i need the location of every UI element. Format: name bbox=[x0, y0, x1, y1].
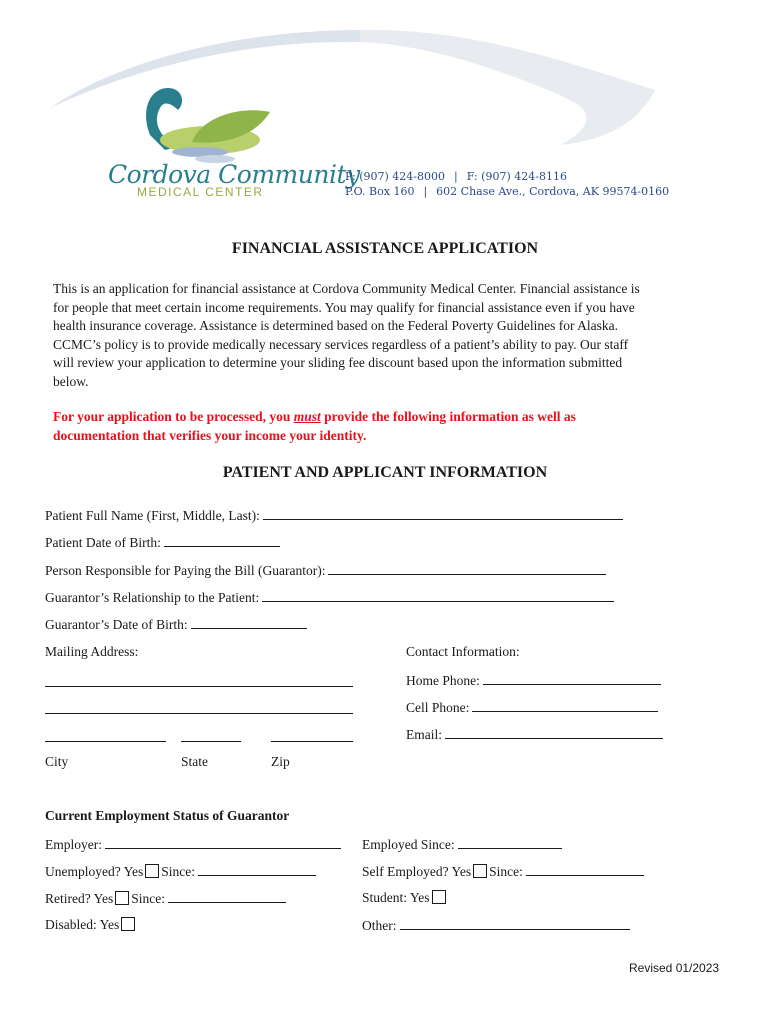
employer-input[interactable] bbox=[105, 836, 341, 849]
home-phone-field bbox=[406, 672, 661, 689]
field-label: Since: bbox=[489, 864, 523, 879]
field-label: Patient Date of Birth: bbox=[45, 535, 161, 550]
state-label: State bbox=[181, 754, 208, 769]
field-label: Email: bbox=[406, 727, 442, 742]
retired-since-input[interactable] bbox=[168, 890, 286, 903]
contact-phone-line bbox=[345, 170, 567, 183]
field-label: Disabled: Yes bbox=[45, 917, 120, 932]
field-label: Cell Phone: bbox=[406, 700, 470, 715]
field-label: Employed Since: bbox=[362, 837, 455, 852]
field-label: Self Employed? Yes bbox=[362, 864, 472, 879]
disabled-field bbox=[45, 917, 137, 933]
warning-notice bbox=[53, 408, 733, 445]
page-title: FINANCIAL ASSISTANCE APPLICATION bbox=[231, 240, 539, 257]
relationship-input[interactable] bbox=[262, 589, 614, 602]
disabled-checkbox[interactable] bbox=[121, 917, 135, 931]
field-label: Since: bbox=[161, 864, 195, 879]
revision-date: Revised 01/2023 bbox=[629, 961, 720, 975]
patient-dob-field bbox=[45, 534, 280, 551]
other-field bbox=[362, 917, 630, 934]
intro-line: This is an application for financial assistance at Cordova Community Medical Center. Financial assistance is bbox=[53, 281, 640, 296]
employed-since-input[interactable] bbox=[458, 836, 562, 849]
warning-text: documentation that verifies your income your identity. bbox=[53, 427, 367, 443]
field-label: Guarantor’s Date of Birth: bbox=[45, 617, 188, 632]
cell-phone-input[interactable] bbox=[472, 699, 658, 712]
po-box: P.O. Box 160 bbox=[345, 185, 415, 198]
intro-line: for people that meet certain income requirements. You may qualify for financial assistance even if you have bbox=[53, 299, 635, 315]
cell-phone-field bbox=[406, 699, 658, 716]
field-label: Guarantor’s Relationship to the Patient: bbox=[45, 590, 260, 605]
retired-checkbox[interactable] bbox=[115, 891, 129, 905]
city-input[interactable] bbox=[45, 741, 166, 742]
field-label: Since: bbox=[131, 891, 165, 906]
phone-number: P: (907) 424-8000 bbox=[345, 170, 445, 183]
self-employed-checkbox[interactable] bbox=[473, 864, 487, 878]
swan-logo-icon bbox=[146, 88, 270, 163]
field-label: Student: Yes bbox=[362, 890, 430, 905]
student-field bbox=[362, 890, 448, 906]
warning-text: For your application to be processed, you bbox=[53, 409, 294, 424]
field-label: Unemployed? Yes bbox=[45, 864, 144, 879]
fax-number: F: (907) 424-8116 bbox=[466, 170, 567, 183]
separator: | bbox=[454, 170, 458, 183]
street-address: 602 Chase Ave., Cordova, AK 99574-0160 bbox=[436, 185, 670, 198]
intro-line: will review your application to determine your sliding fee discount based upon the information submitted bbox=[53, 355, 623, 370]
zip-label: Zip bbox=[271, 754, 290, 769]
field-label: Employer: bbox=[45, 837, 102, 852]
employment-heading: Current Employment Status of Guarantor bbox=[45, 808, 290, 823]
employer-field bbox=[45, 836, 341, 853]
contact-address-line bbox=[345, 185, 669, 198]
guarantor-field bbox=[45, 562, 606, 579]
field-label: Home Phone: bbox=[406, 673, 480, 688]
separator: | bbox=[423, 185, 428, 198]
zip-input[interactable] bbox=[271, 741, 353, 742]
guarantor-dob-field bbox=[45, 616, 307, 633]
field-label: Patient Full Name (First, Middle, Last): bbox=[45, 508, 260, 523]
address-line-2-input[interactable] bbox=[45, 713, 353, 714]
field-label: Person Responsible for Paying the Bill (Guarantor): bbox=[45, 563, 326, 578]
city-label: City bbox=[45, 754, 69, 769]
student-checkbox[interactable] bbox=[432, 890, 446, 904]
relationship-field bbox=[45, 589, 614, 606]
guarantor-input[interactable] bbox=[328, 562, 606, 575]
patient-name-field bbox=[45, 507, 623, 524]
org-logo-name: Cordova Community bbox=[108, 160, 360, 189]
intro-line: CCMC’s policy is to provide medically necessary services regardless of a patient’s ability to pay. Our staff bbox=[53, 336, 629, 352]
intro-line: health insurance coverage. Assistance is determined based on the Federal Poverty Guidelines for Alaska. bbox=[53, 318, 618, 333]
mailing-address-label: Mailing Address: bbox=[45, 644, 139, 659]
retired-field bbox=[45, 890, 286, 907]
unemployed-checkbox[interactable] bbox=[145, 864, 159, 878]
patient-dob-input[interactable] bbox=[164, 534, 280, 547]
intro-line: below. bbox=[53, 373, 89, 389]
self-employed-field bbox=[362, 863, 644, 880]
address-line-1-input[interactable] bbox=[45, 686, 353, 687]
unemployed-field bbox=[45, 863, 316, 880]
state-input[interactable] bbox=[181, 741, 241, 742]
self-employed-since-input[interactable] bbox=[526, 863, 644, 876]
guarantor-dob-input[interactable] bbox=[191, 616, 307, 629]
home-phone-input[interactable] bbox=[483, 672, 661, 685]
other-input[interactable] bbox=[400, 917, 630, 930]
intro-paragraph bbox=[53, 280, 723, 391]
patient-name-input[interactable] bbox=[263, 507, 623, 520]
contact-info-label: Contact Information: bbox=[406, 644, 520, 659]
org-logo-subtitle: MEDICAL CENTER bbox=[137, 185, 264, 199]
field-label: Retired? Yes bbox=[45, 891, 114, 906]
email-field bbox=[406, 726, 663, 743]
unemployed-since-input[interactable] bbox=[198, 863, 316, 876]
section-title: PATIENT AND APPLICANT INFORMATION bbox=[222, 464, 548, 481]
warning-text: provide the following information as well as bbox=[320, 409, 576, 424]
email-input[interactable] bbox=[445, 726, 663, 739]
warning-emphasis: must bbox=[293, 409, 321, 424]
employed-since-field bbox=[362, 836, 562, 853]
field-label: Other: bbox=[362, 918, 397, 933]
